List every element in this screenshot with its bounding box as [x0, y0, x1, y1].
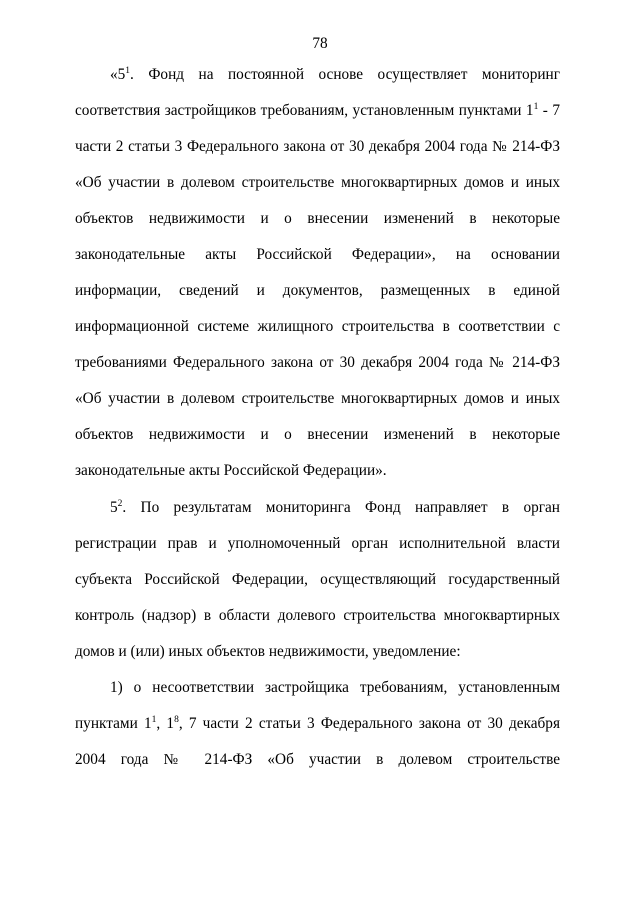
- text-segment: регистрации прав и уполномоченный орган исполнительной власти: [75, 535, 560, 552]
- text-segment: . По результатам мониторинга Фонд направляет в орган: [122, 499, 560, 516]
- text-segment: «Об участии в долевом строительстве многоквартирных домов и иных: [75, 174, 560, 191]
- text-segment: законодательные акты Российской Федерации», на основании: [75, 246, 560, 263]
- text-segment: 1) о несоответствии застройщика требованиям, установленным: [110, 679, 560, 696]
- text-segment: 2004 года № 214-ФЗ «Об участии в долевом строительстве: [75, 751, 560, 768]
- text-line: [110, 678, 560, 698]
- text-line: [110, 498, 560, 518]
- text-segment: «Об участии в долевом строительстве многоквартирных домов и иных: [75, 390, 560, 407]
- text-segment: требованиями Федерального закона от 30 декабря 2004 года № 214-ФЗ: [75, 354, 560, 371]
- text-segment: информационной системе жилищного строительства в соответствии с: [75, 318, 560, 335]
- text-segment: домов и (или) иных объектов недвижимости, уведомление:: [75, 643, 461, 660]
- text-segment: объектов недвижимости и о внесении изменений в некоторые: [75, 426, 560, 443]
- text-line: [75, 534, 560, 554]
- text-segment: объектов недвижимости и о внесении изменений в некоторые: [75, 210, 560, 227]
- text-line: [75, 137, 560, 157]
- text-segment: «5: [110, 66, 126, 83]
- superscript: 8: [174, 715, 179, 725]
- superscript: 1: [125, 66, 131, 76]
- text-segment: соответствия застройщиков требованиям, установленным пунктами 1: [75, 102, 534, 119]
- text-segment: информации, сведений и документов, размещенных в единой: [75, 282, 560, 299]
- text-segment: пунктами 1: [75, 715, 152, 732]
- text-line: [75, 570, 560, 590]
- text-line: [75, 353, 560, 373]
- text-line: [75, 425, 560, 445]
- text-line: [75, 750, 560, 770]
- superscript: 1: [151, 715, 157, 725]
- text-segment: . Фонд на постоянной основе осуществляет мониторинг: [130, 66, 560, 83]
- text-line: [75, 317, 560, 337]
- text-line: [75, 389, 560, 409]
- text-line: [75, 245, 560, 265]
- text-line: [75, 281, 560, 301]
- page-number: 78: [312, 35, 328, 52]
- text-segment: контроль (надзор) в области долевого строительства многоквартирных: [75, 607, 560, 624]
- text-segment: части 2 статьи 3 Федерального закона от 30 декабря 2004 года № 214-ФЗ: [75, 138, 560, 155]
- text-line: [75, 642, 560, 662]
- text-line: [75, 714, 560, 734]
- text-segment: , 7 части 2 статьи 3 Федерального закона от 30 декабря: [178, 715, 560, 732]
- text-line: [75, 173, 560, 193]
- text-line: [110, 65, 560, 85]
- text-segment: субъекта Российской Федерации, осуществляющий государственный: [75, 571, 560, 588]
- text-line: [75, 209, 560, 229]
- superscript: 2: [117, 499, 123, 509]
- text-segment: законодательные акты Российской Федерации».: [75, 462, 387, 479]
- text-line: [75, 606, 560, 626]
- text-segment: , 1: [156, 715, 175, 732]
- text-segment: - 7: [538, 102, 560, 119]
- text-line: [75, 101, 560, 121]
- text-line: [75, 461, 560, 481]
- superscript: 1: [533, 102, 539, 112]
- text-segment: 5: [110, 499, 118, 516]
